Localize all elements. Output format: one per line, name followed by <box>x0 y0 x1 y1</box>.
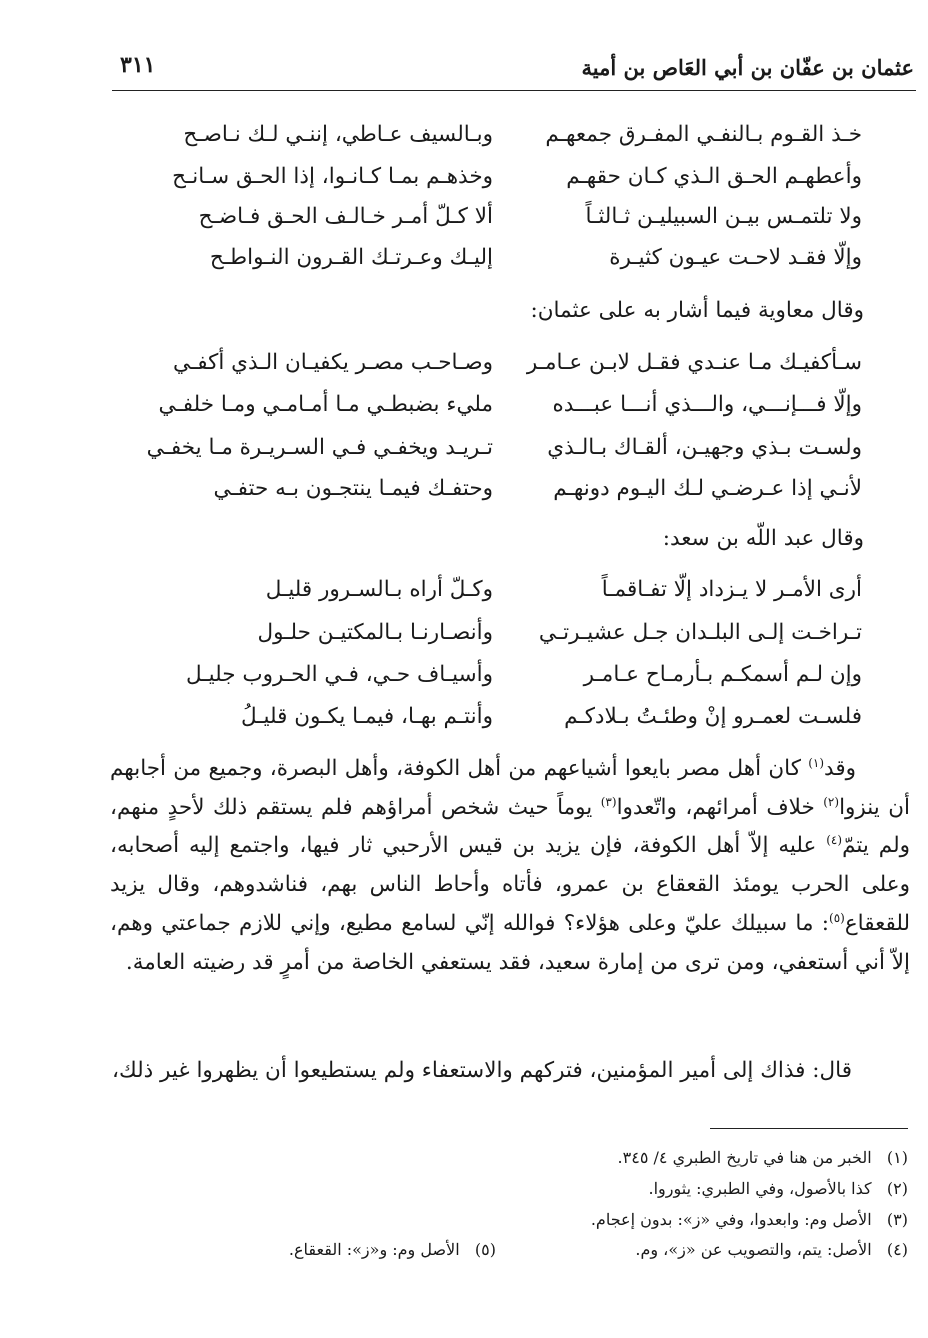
footnote-number: (٥) <box>474 1240 496 1259</box>
prose-text: يوماً حيث شخص أمراؤهم فلم يستقم ذلك لأحدٍ منهم، ولم يتمّ <box>110 794 911 859</box>
footnote-marker[interactable]: (٥) <box>829 910 845 925</box>
verse-line: وخذهـم بمـا كـانـوا، إذا الحـق سـانـح <box>172 164 493 189</box>
verse-line: وأنصـارنـا بـالمكتيـن حلـول <box>257 620 493 645</box>
verse-line: مليء بضبطـي مـا أمـامـي ومـا خلفـي <box>158 392 493 417</box>
footnote-2 <box>648 1179 908 1198</box>
verse-line: أرى الأمـر لا يـزداد إلّا تفـاقمـاً <box>601 577 862 602</box>
verse-line: خـذ القـوم بـالنفـي المفـرق جمعهـم <box>545 122 862 147</box>
verse-line: ولسـت بـذي وجهيـن، ألقـاك بـالـذي <box>547 435 862 460</box>
footnote-4 <box>635 1240 908 1259</box>
verse-line: وبـالسيف عـاطي، إننـي لـك نـاصـح <box>183 122 493 147</box>
prose-text: كان أهل مصر بايعوا أشياعهم من أهل الكوفة، وأهل البصرة، وجميع من أجابهم أن ينزوا <box>110 756 910 820</box>
footnote-number: (٣) <box>886 1210 908 1229</box>
verse-line: وأسيـاف حـي، فـي الحـروب جليـل <box>186 662 493 687</box>
verse-line: وإلّا فـــإنـــي، والـــذي أنـــا عبـــده <box>552 392 862 417</box>
verse-line: وإلّا فقـد لاحـت عيـون كثيـرة <box>609 245 862 270</box>
verse-line: ألا كـلّ أمـر خـالـف الحـق فـاضـح <box>198 204 493 229</box>
running-head-title: عثمان بن عفّان بن أبي العَاص بن أمية <box>581 55 914 80</box>
verse-line: تـراخـت إلـى البلـدان جـل عشيـرتـي <box>538 620 862 645</box>
page-number: ٣١١ <box>120 52 156 78</box>
prose-paragraph <box>110 750 910 982</box>
verse-line: سـأكفيـك مـا عنـدي فقـل لابـن عـامـر <box>526 350 862 375</box>
footnote-5 <box>289 1240 496 1259</box>
footnote-3 <box>591 1210 908 1229</box>
footnote-text: الأصل وم: و«ز»: القعقاع. <box>288 1240 460 1259</box>
verse-line: إليـك وعـرتـك القـرون النـواطـح <box>209 245 493 270</box>
footnote-marker[interactable]: (٢) <box>823 794 840 809</box>
footnote-1 <box>618 1148 908 1167</box>
footnote-rule <box>710 1128 908 1129</box>
footnote-text: كذا بالأصول، وفي الطبري: يثوروا. <box>648 1179 872 1198</box>
footnote-marker[interactable]: (٣) <box>600 794 617 809</box>
footnote-marker[interactable]: (٤) <box>826 833 843 848</box>
prose-text: : ما سبيلك عليّ وعلى هؤلاء؟ فوالله إنّي لسامع مطيع، وإني للازم جماعتي وهم، إلاّ أني أستعفي، ومن ترى من إمارة سعيد، فقد يستعفي الخاصة من أمرٍ قد رضيته العامة. <box>110 910 910 975</box>
footnote-marker[interactable]: (١) <box>808 755 825 770</box>
verse-line: وإن لـم أسمكـم بـأرمـاح عـامـر <box>583 662 862 687</box>
verse-line: لأنـي إذا عـرضـي لـك اليـوم دونهـم <box>553 476 862 501</box>
footnote-number: (٢) <box>886 1179 908 1198</box>
footnote-text: الخبر من هنا في تاريخ الطبري ٤/ ٣٤٥. <box>617 1148 872 1167</box>
footnote-number: (١) <box>886 1148 908 1167</box>
verse-line: وحتفـك فيمـا ينتجـون بـه حتفـي <box>213 476 493 501</box>
prose-text: عليه إلاّ أهل الكوفة، فإن يزيد بن قيس الأرحبي ثار فيها، واجتمع إليه أصحابه، وعلى الحرب يومئذ القعقاع بن عمرو، فأتاه وأحاط الناس بهم، فناشدوهم، وقال يزيد للقعقاع <box>110 833 910 936</box>
verse-line: فلسـت لعمـرو إنْ وطئـتُ بـلادكـم <box>564 704 862 729</box>
closing-line: قال: فذاك إلى أمير المؤمنين، فتركهم والاستعفاء ولم يستطيعوا أن يظهروا غير ذلك، <box>112 1058 852 1083</box>
verse-line: وأنتـم بهـا، فيمـا يكـون قليـلُ <box>240 704 493 729</box>
footnote-text: الأصل وم: وابعدوا، وفي «ز»: بدون إعجام. <box>590 1210 872 1229</box>
verse-line: تـريـد ويخفـي فـي السـريـرة مـا يخفـي <box>146 435 493 460</box>
footnote-text: الأصل: يتم، والتصويب عن «ز»، وم. <box>635 1240 872 1259</box>
header-rule <box>112 90 916 91</box>
prose-text: وقد <box>824 756 856 781</box>
verse-line: ولا تلتمـس بيـن السبيليـن ثـالثـاً <box>585 204 862 229</box>
verse-line: وأعطهـم الحـق الـذي كـان حقهـم <box>566 164 862 189</box>
verse-line: وصـاحـب مصـر يكفيـان الـذي أكفـي <box>173 350 493 375</box>
poem-intro: وقال عبد اللّه بن سعد: <box>662 526 864 551</box>
verse-line: وكـلّ أراه بـالسـرور قليـل <box>265 577 493 602</box>
prose-text: خلاف أمرائهم، واتّعدوا <box>616 794 824 820</box>
footnote-number: (٤) <box>886 1240 908 1259</box>
poem-intro: وقال معاوية فيما أشار به على عثمان: <box>530 298 864 323</box>
